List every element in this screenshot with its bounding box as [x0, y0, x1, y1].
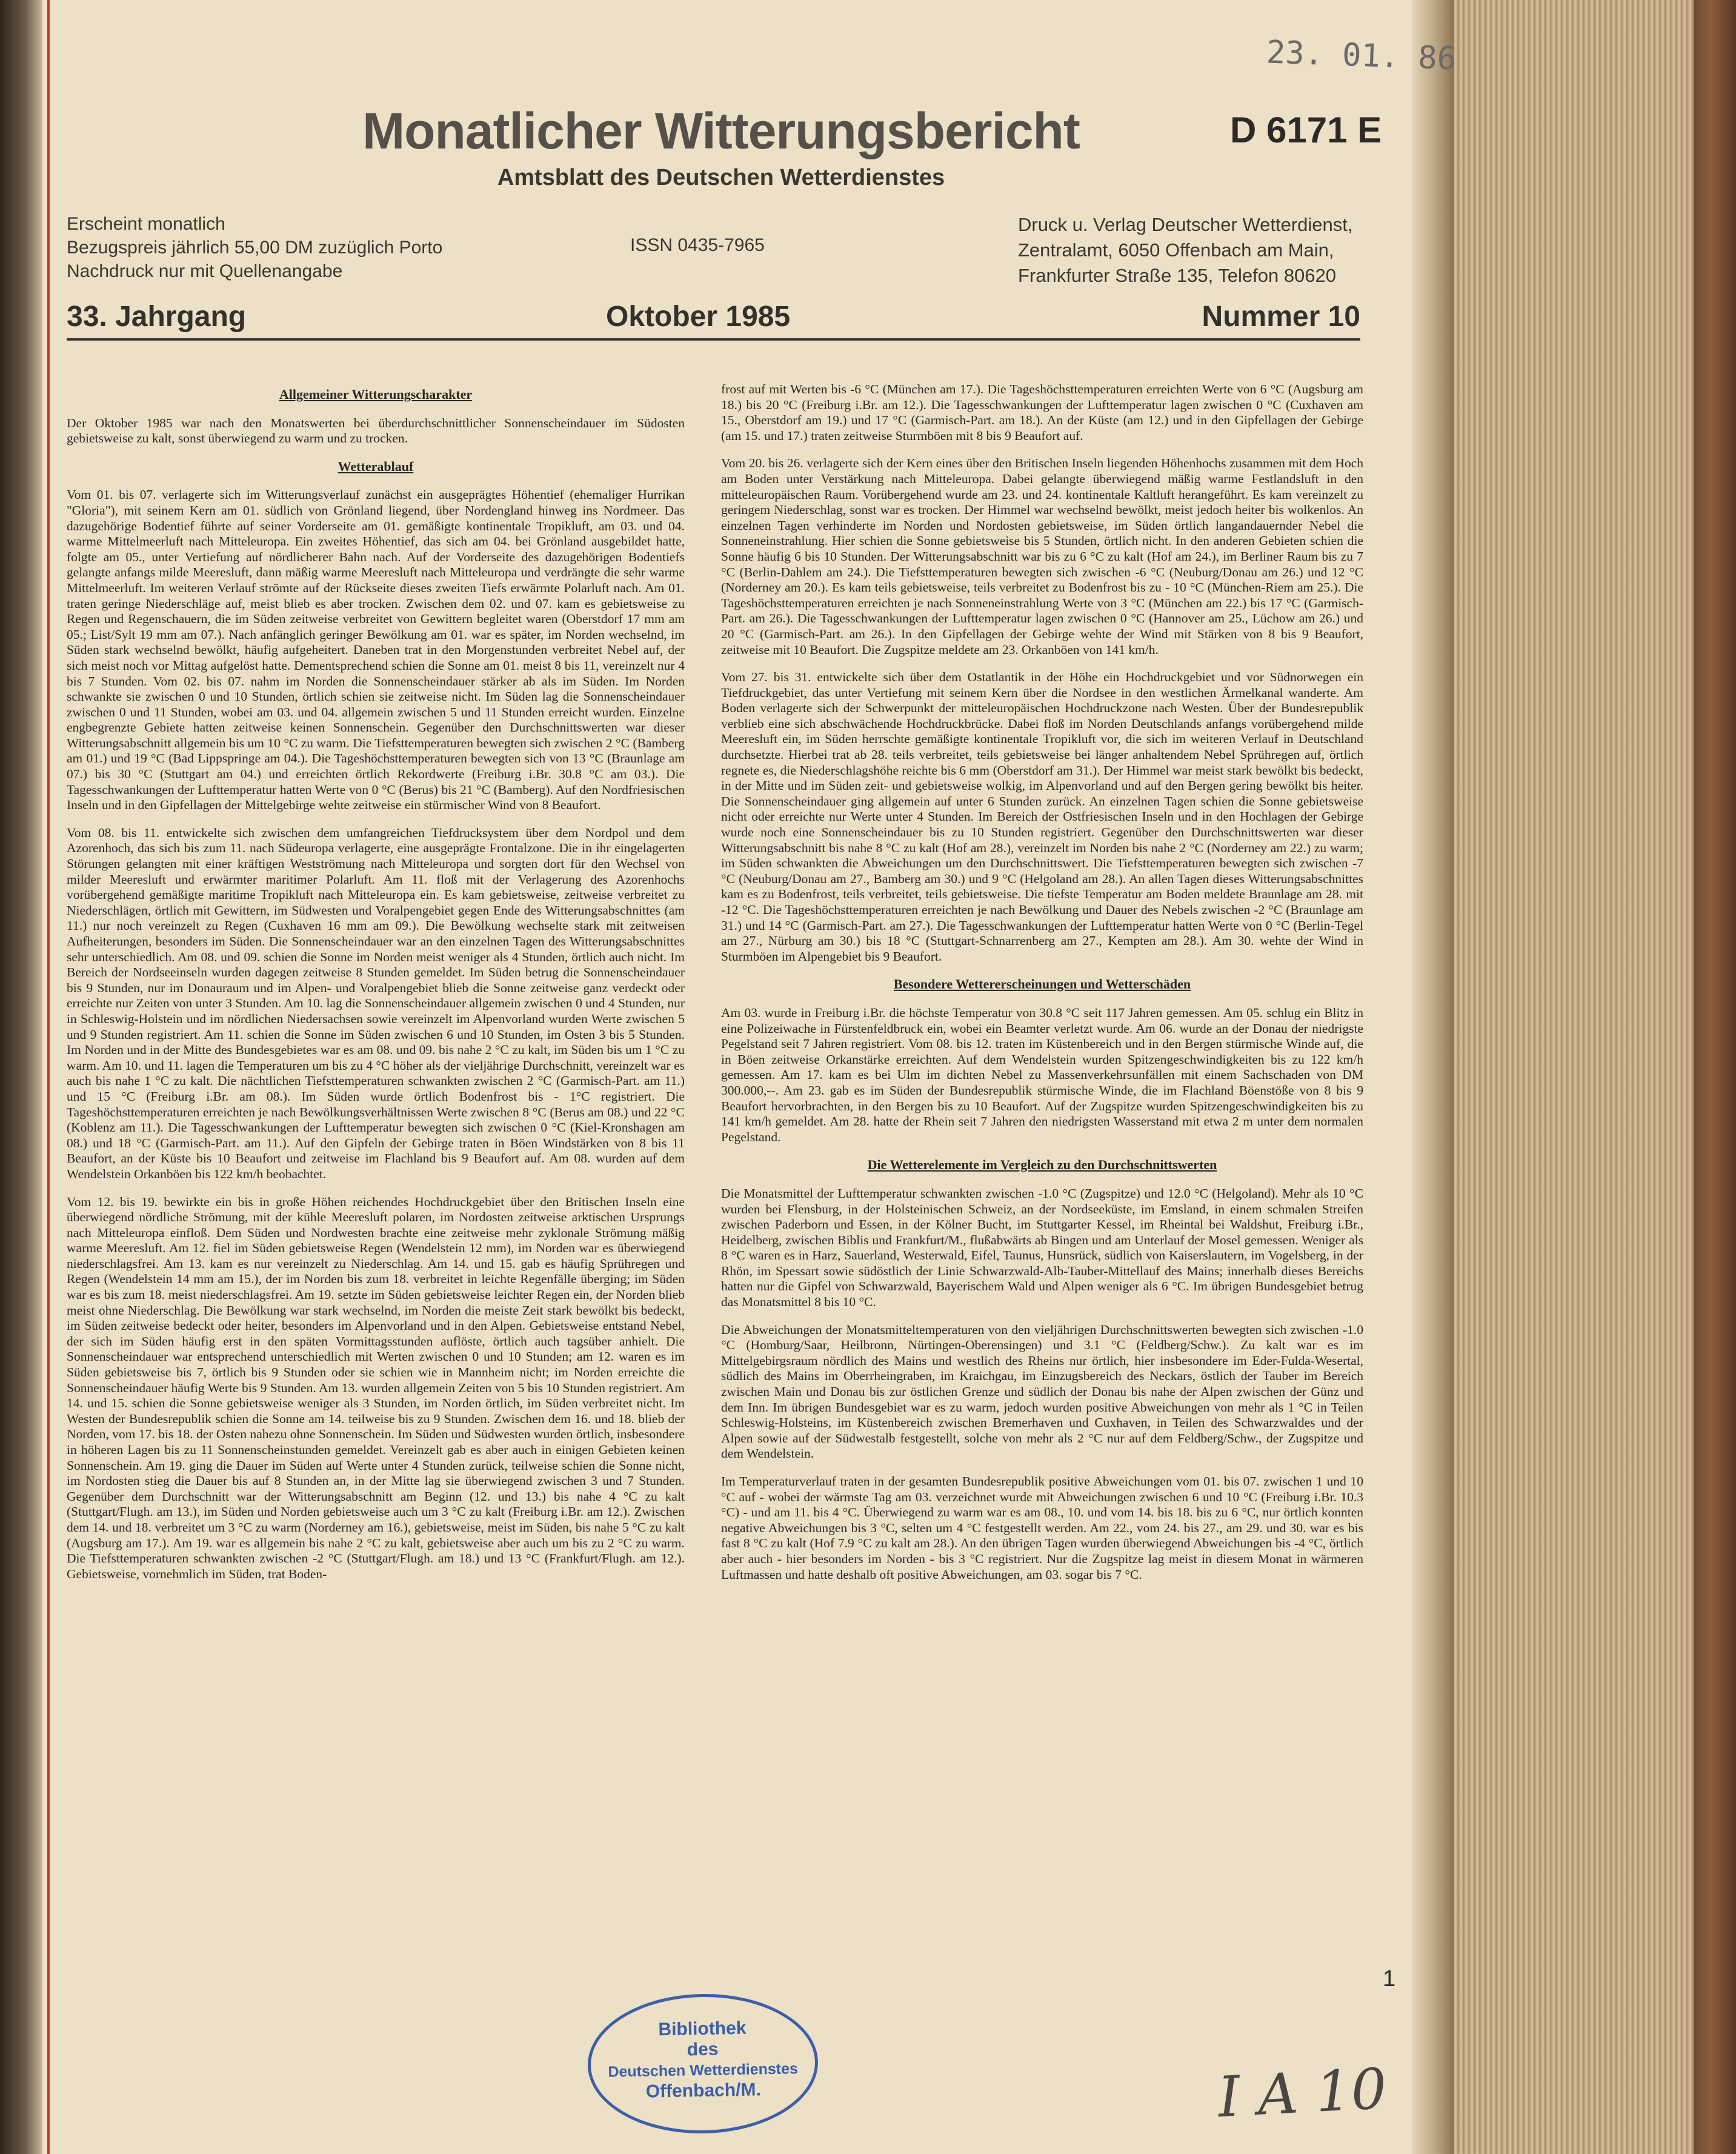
- paragraph: frost auf mit Werten bis -6 °C (München am 17.). Die Tageshöchsttemperaturen erreichten Werte von 6 °C (Augsburg am 18.) bis 20 °C (Freiburg i.Br. am 12.). Die Tagesschwankungen der Lufttemperatur lagen zwischen 0 °C (Cuxhaven am 15., Oberstdorf am 19.) und 17 °C (Garmisch-Part. am 18.). An der Küste (am 12.) und in den Gipfellagen der Gebirge (am 15. und 17.) traten zeitweise Sturmböen mit 8 bis 9 Beaufort auf.: [721, 382, 1363, 443]
- volume: 33. Jahrgang: [67, 301, 247, 333]
- paragraph: Vom 20. bis 26. verlagerte sich der Kern eines über den Britischen Inseln liegenden Höhenhochs zusammen mit dem Hoch am Boden unter Verstärkung nach Mitteleuropa. Dabei gelangte überwiegend mäßig warme Festlandsluft in den mitteleuropäischen Raum. Vorübergehend wurde am 23. und 24. kontinentale Kaltluft herangeführt. Es kam vereinzelt zu geringem Niederschlag, sonst war es trocken. Der Himmel war wechselnd bewölkt, meist jedoch heiter bis wolkenlos. An einzelnen Tagen verhinderte im Norden und Nordosten gebietsweise, im Süden örtlich langandauernder Nebel die Sonneneinstrahlung. Hier schien die Sonne gebietsweise bis 5 Stunden, örtlich nicht. In den anderen Gebieten schien die Sonne häufig 6 bis 10 Stunden. Der Witterungsabschnitt war bis zu 6 °C zu kalt (Hof am 24.), im Berliner Raum bis zu 7 °C (Berlin-Dahlem am 24.). Die Tiefsttemperaturen bewegten sich zwischen -6 °C (Neuburg/Donau am 26.) und 12 °C (Norderney am 20.). Es kam teils gebietsweise, teils verbreitet zu Bodenfrost bis zu - 10 °C (München-Riem am 25.). Die Tageshöchsttemperaturen erreichten je nach Sonneneinstrahlung Werte von 3 °C (München am 22.) bis 17 °C (Garmisch-Part. am 26.). Die Tagesschwankungen der Lufttemperatur lagen zwischen 0 °C (Hannover am 25., Lüchow am 26.) und 20 °C (Garmisch-Part. am 26.). In den Gipfellagen der Gebirge wehte der Wind mit Stärken von 8 bis 9 Beaufort, zeitweise mit 10 Beaufort. Die Zugspitze meldete am 23. Orkanböen von 141 km/h.: [721, 456, 1363, 657]
- paragraph: Die Monatsmittel der Lufttemperatur schwankten zwischen -1.0 °C (Zugspitze) und 12.0 °C (Helgoland). Mehr als 10 °C wurden bei Flensburg, in der Holsteinischen Schweiz, an der Nordseeküste, im Emsland, in einem schmalen Streifen zwischen Paderborn und Essen, in der Kölner Bucht, im Stuttgarter Kessel, im Rheintal bei Waldshut, Freiburg i.Br., Heidelberg, zwischen Biblis und Frankfurt/M., flußabwärts ab Bingen und am Unterlauf der Mosel gemessen. Weniger als 8 °C waren es in Harz, Sauerland, Westerwald, Eifel, Taunus, Hunsrück, südlich von Kaiserslautern, im Vogelsberg, in der Rhön, im Spessart sowie südöstlich der Linie Schwarzwald-Alb-Tauber-Mittellauf des Mains; innerhalb dieses Bereichs hatten nur die Gipfel von Schwarzwald, Bayerischem Wald und Alpen weniger als 6 °C. Im übrigen Bundesgebiet betrug das Monatsmittel 8 bis 10 °C.: [721, 1185, 1363, 1310]
- paragraph: Vom 12. bis 19. bewirkte ein bis in große Höhen reichendes Hochdruckgebiet über den Britischen Inseln eine überwiegend nördliche Strömung, mit der kühle Meeresluft polaren, im Nordosten zeitweise arktischen Ursprungs nach Mitteleuropa einfloß. Dem Süden und Nordwesten brachte eine zeitweise mehr zyklonale Strömung mäßig warme Meeresluft. Am 12. fiel im Süden gebietsweise Regen (Wendelstein 12 mm), im Norden war es überwiegend niederschlagsfrei. Am 13. kam es nur vereinzelt zu Niederschlag. Am 14. und 15. gab es häufig Sprühregen und Regen (Wendelstein 14 mm am 15.), der im Norden bis zum 18. verbreitet in leichte Regenfälle überging; im Süden war es bis zum 18. meist niederschlagsfrei. Am 19. setzte im Süden gebietsweise leichter Regen ein, der Norden blieb meist ohne Niederschlag. Die Bewölkung war stark wechselnd, im Norden die meiste Zeit stark bewölkt bis bedeckt, im Süden zeitweise bedeckt oder heiter, besonders im Alpenvorland und in den Alpen. Gebietsweise entstand Nebel, der sich im Süden häufig erst in den späten Vormittagsstunden auflöste, örtlich auch tagsüber anhielt. Die Sonnenscheindauer war entsprechend unterschiedlich mit Werten zwischen 0 und 10 Stunden; am 12. waren es im Süden gebietsweise bis 7, örtlich bis 9 Stunden oder sie schien wie in Mannheim nicht; im Norden erreichte die Sonnenscheindauer häufig Werte bis 9 Stunden. Am 13. wurden allgemein Zeiten von 5 bis 10 Stunden registriert. Am 14. und 15. schien die Sonne gebietsweise weniger als 3 Stunden, im Norden örtlich, im Süden verbreitet nicht. Im Westen der Bundesrepublik schien die Sonne am 14. teilweise bis zu 9 Stunden. Zwischen dem 16. und 18. blieb der Norden, vom 17. bis 18. der Osten nahezu ohne Sonnenschein. Im Süden und Südwesten wurden örtlich, insbesondere in höheren Lagen bis zu 11 Sonnenscheinstunden gemeldet. Vereinzelt gab es aber auch in einigen Gebieten keinen Sonnenschein. Am 19. ging die Dauer im Süden auf Werte unter 4 Stunden zurück, teilweise schien die Sonne nicht, im Nordosten stieg die Dauer bis auf 8 Stunden an, in der Mitte lag sie überwiegend zwischen 3 und 7 Stunden. Gegenüber dem Durchschnitt war der Witterungsabschnitt am Beginn (12. und 13.) bis nahe 4 °C zu kalt (Stuttgart/Flugh. am 13.), im Süden und Norden gebietsweise auch um 3 °C zu kalt (Freiburg i.Br. am 12.). Zwischen dem 14. und 18. verbreitet um 3 °C zu warm (Norderney am 16.), gebietsweise, meist im Süden, bis nahe 5 °C zu kalt (Augsburg am 17.). Am 19. war es allgemein bis nahe 2 °C zu kalt, gebietsweise aber auch um bis zu 2 °C zu warm. Die Tiefsttemperaturen schwankten zwischen -2 °C (Stuttgart/Flugh. am 18.) und 13 °C (Frankfurt/Flugh. am 12.). Gebietsweise, vornehmlich im Süden, trat Boden-: [67, 1194, 685, 1581]
- page-subtitle: Amtsblatt des Deutschen Wetterdienstes: [497, 165, 945, 190]
- header-line: Bezugspreis jährlich 55,00 DM zuzüglich Porto: [67, 238, 443, 258]
- header-line: Zentralamt, 6050 Offenbach am Main,: [1018, 239, 1334, 261]
- publication-code: D 6171 E: [1230, 110, 1382, 150]
- header-line: Erscheint monatlich: [67, 214, 225, 234]
- stamp-line: Deutschen Wetterdienstes: [608, 2060, 799, 2081]
- issn: ISSN 0435-7965: [630, 235, 765, 255]
- header-line: Frankfurter Straße 135, Telefon 80620: [1018, 265, 1337, 286]
- paragraph: Im Temperaturverlauf traten in der gesamten Bundesrepublik positive Abweichungen vom 01. bis 07. zwischen 1 und 10 °C auf - wobei der wärmste Tag am 03. verzeichnet wurde mit Abweichungen zwischen 6 und 10 °C (Freiburg i.Br. 10.3 °C) - und am 11. bis 4 °C. Überwiegend zu warm war es am 08., 10. und vom 14. bis 18. bis zu 6 °C, nur örtlich konnten negative Abweichungen bis 3 °C, selten um 4 °C festgestellt werden. Am 22., vom 24. bis 27., am 29. und 30. war es bis fast 8 °C zu kalt (Hof 7.9 °C zu kalt am 28.). An den übrigen Tagen wurden überwiegend Abweichungen bis -4 °C, örtlich aber auch - hier besonders im Norden - bis 3 °C registriert. Nur die Zugspitze lag meist in diesem Monat in wärmeren Luftmassen und hatte deshalb oft positive Abweichungen, am 03. sogar bis 7 °C.: [721, 1474, 1363, 1582]
- page-gutter: [1412, 0, 1454, 2154]
- header-right-info: [1018, 212, 1353, 288]
- section-heading: Die Wetterelemente im Vergleich zu den Durchschnittswerten: [867, 1157, 1217, 1173]
- issue-number: Nummer 10: [1202, 301, 1360, 333]
- stamp-line: Bibliothek: [658, 2018, 747, 2040]
- handwritten-shelf-mark: I A 10: [1216, 2056, 1388, 2130]
- book-spine-left: [0, 0, 42, 2154]
- margin-line: [47, 0, 50, 2154]
- page-edges: [1454, 0, 1694, 2154]
- stamp-line: Offenbach/M.: [645, 2079, 762, 2102]
- stamp-line: des: [687, 2039, 719, 2060]
- paragraph: Der Oktober 1985 war nach den Monatswerten bei überdurchschnittlicher Sonnenscheindauer im Südosten gebietsweise zu kalt, sonst überwiegend zu warm und zu trocken.: [67, 415, 685, 446]
- paragraph: Vom 01. bis 07. verlagerte sich im Witterungsverlauf zunächst ein ausgeprägtes Höhentief (ehemaliger Hurrikan "Gloria"), mit seinem Kern am 01. südlich von Grönland liegend, über Nordengland hinweg ins Nordmeer. Das dazugehörige Bodentief führte auf seiner Vorderseite am 01. gemäßigte kontinentale Tropikluft, am 03. und 04. warme Mittelmeerluft nach Mitteleuropa. Ein zweites Höhentief, das sich am 04. bei Grönland ausgebildet hatte, folgte am 05., unter Vertiefung auf nördlicherer Bahn nach. Auf der Vorderseite des dazugehörigen Bodentiefs gelangte anfangs milde Meeresluft, dann mäßig warme Meeresluft nach Mitteleuropa und verdrängte die sehr warme Mittelmeerluft. Im weiteren Verlauf strömte auf der Rückseite dieses zweiten Tiefs erwärmte Polarluft nach. Am 01. traten geringe Niederschläge auf, meist blieb es aber trocken. Zwischen dem 02. und 07. kam es gebietsweise zu Regen und Regenschauern, die im Süden zeitweise verbreitet von Gewittern begleitet waren (Oberstdorf 17 mm am 05.; List/Sylt 19 mm am 07.). Nach anfänglich geringer Bewölkung am 01. war es später, im Norden wechselnd, im Süden stark wechselnd bewölkt, häufig aufgeheitert. Daneben trat in den Morgenstunden verbreitet Nebel auf, der sich meist noch vor Mittag aufgelöst hatte. Dementsprechend schien die Sonne am 01. meist 8 bis 11, vereinzelt nur 4 bis 7 Stunden. Vom 02. bis 07. nahm im Norden die Sonnenscheindauer stärker ab als im Süden. Im Norden schwankte sie zwischen 0 und 10 Stunden, örtlich schien sie zeitweise nicht. Im Süden lag die Sonnenscheindauer zwischen 0 und 11 Stunden, wobei am 03. und 04. allgemein zwischen 5 und 11 Stunden erreicht wurden. Einzelne engbegrenzte Gebiete hatten zeitweise keinen Sonnenschein. Gegenüber den Durchschnittswerten war dieser Witterungsabschnitt allgemein bis um 10 °C zu warm. Die Tiefsttemperaturen bewegten sich zwischen 2 °C (Bamberg am 01.) und 19 °C (Bad Lippspringe am 04.). Die Tageshöchsttemperaturen bewegten sich von 13 °C (Braunlage am 07.) bis 30 °C (Stuttgart am 04.) und erreichten örtlich Rekordwerte (Freiburg i.Br. 30.8 °C am 03.). Die Tagesschwankungen der Lufttemperatur hatten Werte von 0 °C (Berus) bis 21 °C (Bamberg). Auf den Nordfriesischen Inseln und in den Gipfellagen der Mittelgebirge wehte zeitweise ein stürmischer Wind von 8 Beaufort.: [67, 487, 685, 813]
- header-left-info: [67, 212, 442, 283]
- header-line: Nachdruck nur mit Quellenangabe: [67, 261, 343, 281]
- section-heading: Wetterablauf: [338, 458, 414, 474]
- right-column: [721, 382, 1363, 1595]
- page-title: Monatlicher Witterungsbericht: [362, 102, 1080, 159]
- issue-bar: [67, 300, 1360, 336]
- issue-month: Oktober 1985: [606, 301, 791, 333]
- paragraph: Vom 27. bis 31. entwickelte sich über dem Ostatlantik in der Höhe ein Hochdruckgebiet und vor Südnorwegen ein Tiefdruckgebiet, das unter Vertiefung mit seinem Kern über die Nordsee in den westlichen Ärmelkanal wanderte. Am Boden verlagerte sich der Schwerpunkt der mitteleuropäischen Hochdruckzone nach Westen. Über der Bundesrepublik verblieb eine sich abschwächende Hochdruckbrücke. Dabei floß im Norden Deutschlands anfangs vorübergehend milde Meeresluft ein, im Süden herrschte gemäßigte kontinentale Tropikluft vor, die sich im weiteren Verlauf in Deutschland durchsetzte. Hierbei trat ab 28. teils verbreitet, teils gebietsweise bei länger anhaltendem Nebel Sprühregen auf, örtlich regnete es, die Niederschlagshöhe reichte bis 6 mm (Oberstdorf am 31.). Der Himmel war meist stark bewölkt bis bedeckt, in der Mitte und im Süden zeit- und gebietsweise wolkig, im Alpenvorland und auf den Bergen gering bewölkt bis heiter. Die Sonnenscheindauer ging allgemein auf unter 6 Stunden zurück. An einzelnen Tagen schien die Sonne gebietsweise nicht oder erreichte nur Werte unter 4 Stunden. Im Bereich der Ostfriesischen Inseln und in den Hochlagen der Gebirge wurde noch eine Sonnenscheindauer bis zu 10 Stunden registriert. Gegenüber den Durchschnittswerten war dieser Witterungsabschnitt bis nahe 8 °C zu kalt (Hof am 28.), vereinzelt im Norden bis nahe 2 °C (Norderney am 22.) zu warm; im Süden schwankten die Abweichungen um den Durchschnittswert. Die Tiefsttemperaturen bewegten sich zwischen -7 °C (Neuburg/Donau am 27., Bamberg am 30.) und 9 °C (Helgoland am 28.). An allen Tagen dieses Witterungsabschnittes kam es zu Bodenfrost, teils verbreitet, teils gebietsweise. Die tiefste Temperatur am Boden meldete Braunlage am 28. mit -12 °C. Die Tageshöchsttemperaturen erreichten je nach Bewölkung und Dauer des Nebels zwischen -2 °C (Braunlage am 31.) und 14 °C (Garmisch-Part. am 27.). Die Tagesschwankungen der Lufttemperatur hatten Werte von 0 °C (Berlin-Tegel am 27., Nürburg am 30.) bis 18 °C (Stuttgart-Schnarrenberg am 27., Kempten am 28.). Am 30. wehte der Wind in Sturmböen im Alpengebiet bis 9 Beaufort.: [721, 670, 1363, 964]
- section-heading: Allgemeiner Witterungscharakter: [279, 387, 473, 402]
- header-line: Druck u. Verlag Deutscher Wetterdienst,: [1018, 214, 1353, 235]
- left-column: [67, 382, 685, 1594]
- paragraph: Die Abweichungen der Monatsmitteltemperaturen von den vieljährigen Durchschnittswerten bewegten sich zwischen -1.0 °C (Homburg/Saar, Heilbronn, Nürtingen-Oberensingen) und 3.1 °C (Feldberg/Schw.). Zu kalt war es im Mittelgebirgsraum nördlich des Mains und westlich des Rheins nur örtlich, hier insbesondere im Eder-Fulda-Wesertal, südlich des Mains im Oberrheingraben, im Kraichgau, im Einzugsbereich des Neckars, östlich der Tauber im Bereich zwischen Main und Donau bis zur östlichen Grenze und südlich der Donau bis nahe der Alpen zwischen der Günz und dem Inn. Im übrigen Bundesgebiet war es zu warm, jedoch wurden positive Abweichungen von mehr als 1 °C in Teilen Schleswig-Holsteins, im Küstenbereich zwischen Bremerhaven und Cuxhaven, in Teilen des Schwarzwaldes und der Alpen sowie auf der Südwestalb festgestellt, solche von mehr als 2 °C nur auf dem Feldberg/Schw., der Zugspitze und dem Wendelstein.: [721, 1322, 1363, 1461]
- section-heading: Besondere Wettererscheinungen und Wetterschäden: [893, 976, 1191, 992]
- paragraph: Am 03. wurde in Freiburg i.Br. die höchste Temperatur von 30.8 °C seit 117 Jahren gemessen. Am 05. schlug ein Blitz in eine Polizeiwache in Fürstenfeldbruck ein, wobei ein Beamter verletzt wurde. Am 06. wurde an der Donau der niedrigste Pegelstand seit 7 Jahren registriert. Vom 08. bis 12. traten im Küstenbereich und in den Bergen stürmische Winde auf, die in Böen zeitweise Orkanstärke erreichten. Auf dem Wendelstein wurden Spitzengeschwindigkeiten bis zu 122 km/h gemessen. Am 17. kam es bei Ulm im dichten Nebel zu Massenverkehrsunfällen mit einem Sachschaden von DM 300.000,--. Am 23. gab es im Süden der Bundesrepublik stürmische Winde, die im Flachland Böenstöße von 8 bis 9 Beaufort hervorbrachten, in den Bergen bis zu 10 Beaufort. Auf der Zugspitze wurden Spitzengeschwindigkeiten bis zu 141 km/h gemeldet. Am 28. hatte der Rhein seit 7 Jahren den niedrigsten Wasserstand mit etwa 2 m unter dem normalen Pegelstand.: [721, 1005, 1363, 1144]
- book-cover-edge: [1694, 0, 1736, 2154]
- header-rule: [67, 338, 1360, 341]
- handwritten-date: 23. 01. 86: [1266, 34, 1457, 78]
- page-number: 1: [1383, 1966, 1396, 1992]
- paragraph: Vom 08. bis 11. entwickelte sich zwischen dem umfangreichen Tiefdrucksystem über dem Nordpol und dem Azorenhoch, das sich bis zum 11. nach Südeuropa verlagerte, eine ausgeprägte Frontalzone. Die in ihr eingelagerten Störungen gelangten mit einer kräftigen Westströmung nach Mitteleuropa und sorgten dort für den Wechsel von milder Meeresluft und erwärmter maritimer Polarluft. Am 11. floß mit der Verlagerung des Azorenhochs vorübergehend gemäßigte maritime Tropikluft nach Mitteleuropa ein. Es kam gebietsweise, zeitweise verbreitet zu Niederschlägen, örtlich mit Gewittern, im Südwesten und Voralpengebiet gegen Ende des Witterungsabschnittes (am 11.) nur noch vereinzelt zu Regen (Cuxhaven 16 mm am 09.). Die Bewölkung wechselte stark mit zeitweisen Aufheiterungen, besonders im Süden. Die Sonnenscheindauer war an den einzelnen Tagen des Witterungsabschnittes sehr unterschiedlich. Am 08. und 09. schien die Sonne im Norden meist weniger als 4 Stunden, örtlich auch nicht. Im Bereich der Nordseeinseln wurden dagegen zeitweise 8 Stunden gemeldet. Im Süden betrug die Sonnenscheindauer bis 9 Stunden, nur im Donauraum und im Alpen- und Voralpengebiet blieb die Sonne zeitweise ganz verdeckt oder erreichte nur Zeiten von unter 3 Stunden. Am 10. lag die Sonnenscheindauer allgemein zwischen 0 und 4 Stunden, nur in Schleswig-Holstein und im nördlichen Niedersachsen sowie vereinzelt im Alpenvorland wurden Werte zwischen 5 und 9 Stunden registriert. Am 11. schien die Sonne im Süden zwischen 6 und 10 Stunden, im Osten 3 bis 5 Stunden. Im Norden und in der Mitte des Bundesgebietes war es am 08. und 09. bis nahe 2 °C zu kalt, im Süden bis um 1 °C zu warm. Am 10. und 11. lagen die Temperaturen um bis zu 4 °C höher als der vieljährige Durchschnitt, vereinzelt war es auch bis nahe 1 °C zu kalt. Die nächtlichen Tiefsttemperaturen schwankten zwischen 2 °C (Garmisch-Part. am 11.) und 15 °C (Freiburg i.Br. am 08.). Im Süden wurde örtlich Bodenfrost bis - 1°C registriert. Die Tageshöchsttemperaturen erreichten je nach Bewölkungsverhältnissen Werte zwischen 8 °C (Berus am 08.) und 22 °C (Koblenz am 11.). Die Tagesschwankungen der Lufttemperatur bewegten sich zwischen 0 °C (Kiel-Kronshagen am 08.) und 18 °C (Garmisch-Part. am 11.). Auf den Gipfeln der Gebirge traten in Böen Windstärken von 8 bis 11 Beaufort, an der Küste bis 10 Beaufort und zeitweise im Flachland bis 9 Beaufort auf. Am 08. wurden auf dem Wendelstein Orkanböen bis 122 km/h beobachtet.: [67, 825, 685, 1181]
